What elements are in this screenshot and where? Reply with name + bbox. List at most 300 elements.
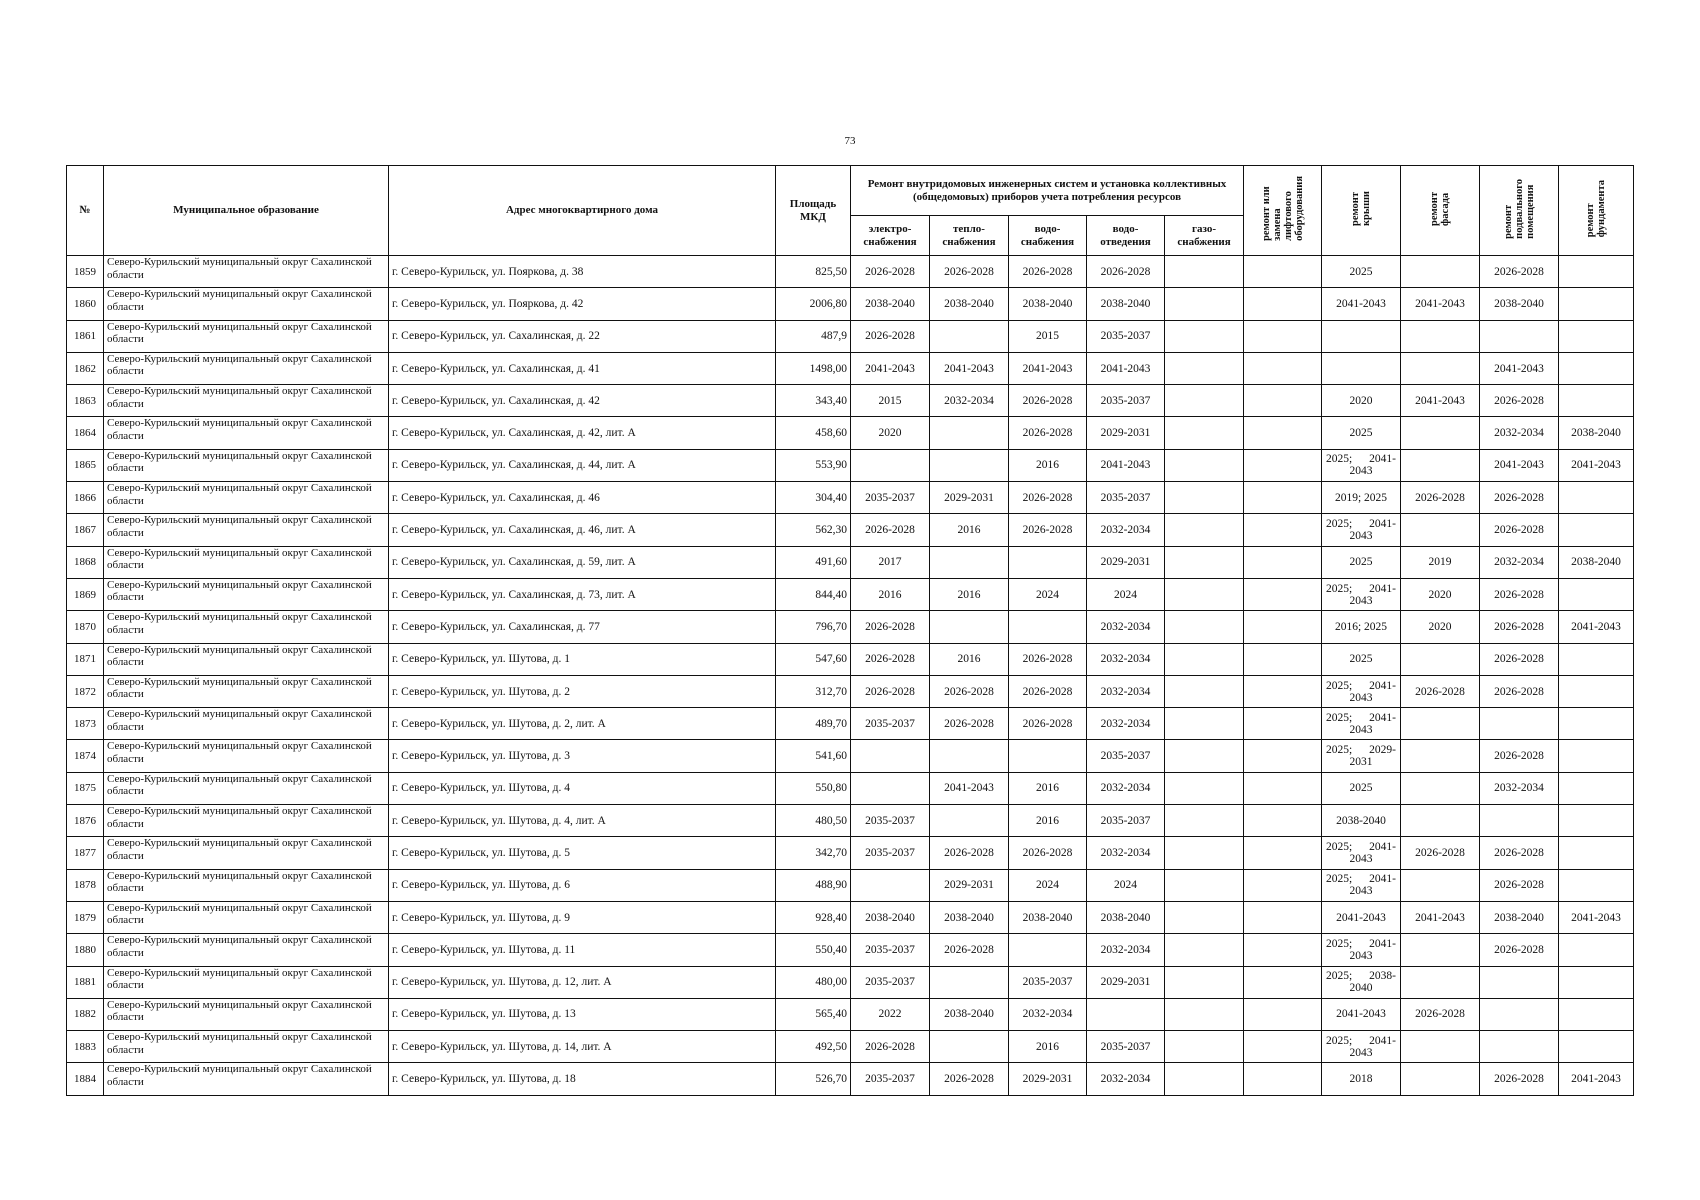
cell-address: г. Северо-Курильск, ул. Шутова, д. 3 <box>389 740 776 772</box>
cell-municipality: Северо-Курильский муниципальный округ Сахалинской области <box>104 998 389 1030</box>
cell-elevator <box>1244 708 1322 740</box>
cell-electric: 2035-2037 <box>851 837 930 869</box>
table-row <box>67 966 1634 998</box>
cell-electric: 2026-2028 <box>851 514 930 546</box>
cell-municipality: Северо-Курильский муниципальный округ Сахалинской области <box>104 482 389 514</box>
cell-foundation <box>1559 1031 1634 1063</box>
cell-address: г. Северо-Курильск, ул. Пояркова, д. 38 <box>389 256 776 288</box>
cell-area: 312,70 <box>776 675 851 707</box>
cell-foundation <box>1559 256 1634 288</box>
cell-facade <box>1401 320 1480 352</box>
col-facade-header: ремонт фасада <box>1401 166 1480 256</box>
cell-electric: 2026-2028 <box>851 675 930 707</box>
cell-foundation: 2041-2043 <box>1559 449 1634 481</box>
cell-elevator <box>1244 385 1322 417</box>
cell-facade: 2041-2043 <box>1401 288 1480 320</box>
table-row <box>67 417 1634 449</box>
cell-heat <box>930 449 1009 481</box>
table-row <box>67 1031 1634 1063</box>
cell-area: 491,60 <box>776 546 851 578</box>
cell-address: г. Северо-Курильск, ул. Шутова, д. 2 <box>389 675 776 707</box>
cell-area: 928,40 <box>776 901 851 933</box>
cell-gas <box>1165 1063 1244 1095</box>
cell-area: 487,9 <box>776 320 851 352</box>
sub-sewer-header: водо-отведения <box>1087 216 1165 256</box>
cell-gas <box>1165 934 1244 966</box>
cell-sewer: 2035-2037 <box>1087 740 1165 772</box>
cell-basement: 2026-2028 <box>1480 869 1559 901</box>
cell-sewer: 2032-2034 <box>1087 514 1165 546</box>
cell-heat <box>930 740 1009 772</box>
capital-repair-table <box>66 165 1634 1096</box>
cell-basement: 2038-2040 <box>1480 901 1559 933</box>
cell-sewer: 2041-2043 <box>1087 352 1165 384</box>
cell-area: 480,00 <box>776 966 851 998</box>
cell-foundation <box>1559 352 1634 384</box>
cell-foundation <box>1559 514 1634 546</box>
cell-facade: 2020 <box>1401 611 1480 643</box>
cell-water: 2024 <box>1009 578 1087 610</box>
col-roof-header: ремонт крыши <box>1322 166 1401 256</box>
cell-elevator <box>1244 740 1322 772</box>
cell-address: г. Северо-Курильск, ул. Сахалинская, д. 44, лит. А <box>389 449 776 481</box>
cell-basement: 2032-2034 <box>1480 546 1559 578</box>
cell-sewer: 2024 <box>1087 578 1165 610</box>
cell-sewer <box>1087 998 1165 1030</box>
cell-roof: 2041-2043 <box>1322 901 1401 933</box>
cell-electric: 2035-2037 <box>851 966 930 998</box>
cell-municipality: Северо-Курильский муниципальный округ Сахалинской области <box>104 675 389 707</box>
cell-municipality: Северо-Курильский муниципальный округ Сахалинской области <box>104 417 389 449</box>
cell-num: 1883 <box>67 1031 104 1063</box>
cell-sewer: 2032-2034 <box>1087 772 1165 804</box>
cell-municipality: Северо-Курильский муниципальный округ Сахалинской области <box>104 352 389 384</box>
cell-elevator <box>1244 320 1322 352</box>
cell-area: 541,60 <box>776 740 851 772</box>
cell-num: 1877 <box>67 837 104 869</box>
cell-elevator <box>1244 611 1322 643</box>
col-foundation-header: ремонт фундамента <box>1559 166 1634 256</box>
cell-heat: 2026-2028 <box>930 1063 1009 1095</box>
cell-water: 2026-2028 <box>1009 417 1087 449</box>
cell-roof: 2041-2043 <box>1322 998 1401 1030</box>
cell-water: 2026-2028 <box>1009 643 1087 675</box>
cell-area: 526,70 <box>776 1063 851 1095</box>
cell-area: 489,70 <box>776 708 851 740</box>
cell-elevator <box>1244 288 1322 320</box>
cell-basement: 2041-2043 <box>1480 449 1559 481</box>
cell-sewer: 2026-2028 <box>1087 256 1165 288</box>
cell-address: г. Северо-Курильск, ул. Шутова, д. 14, лит. А <box>389 1031 776 1063</box>
cell-address: г. Северо-Курильск, ул. Шутова, д. 13 <box>389 998 776 1030</box>
cell-foundation <box>1559 998 1634 1030</box>
cell-address: г. Северо-Курильск, ул. Пояркова, д. 42 <box>389 288 776 320</box>
cell-elevator <box>1244 417 1322 449</box>
cell-roof: 2025; 2029-2031 <box>1322 740 1401 772</box>
cell-municipality: Северо-Курильский муниципальный округ Сахалинской области <box>104 805 389 837</box>
cell-gas <box>1165 578 1244 610</box>
table-row <box>67 998 1634 1030</box>
cell-water: 2015 <box>1009 320 1087 352</box>
cell-num: 1879 <box>67 901 104 933</box>
cell-electric: 2038-2040 <box>851 901 930 933</box>
cell-water: 2024 <box>1009 869 1087 901</box>
engineering-systems-group-header: Ремонт внутридомовых инженерных систем и установка коллективных (общедомовых) приборов учета потребления ресурсов <box>851 166 1244 216</box>
cell-facade <box>1401 417 1480 449</box>
cell-municipality: Северо-Курильский муниципальный округ Сахалинской области <box>104 546 389 578</box>
col-area-header: Площадь МКД <box>776 166 851 256</box>
cell-basement: 2026-2028 <box>1480 256 1559 288</box>
cell-roof: 2025; 2038-2040 <box>1322 966 1401 998</box>
cell-municipality: Северо-Курильский муниципальный округ Сахалинской области <box>104 772 389 804</box>
cell-area: 342,70 <box>776 837 851 869</box>
cell-area: 1498,00 <box>776 352 851 384</box>
cell-area: 492,50 <box>776 1031 851 1063</box>
cell-roof: 2025; 2041-2043 <box>1322 708 1401 740</box>
cell-electric: 2035-2037 <box>851 708 930 740</box>
cell-facade <box>1401 256 1480 288</box>
cell-foundation <box>1559 837 1634 869</box>
cell-facade <box>1401 708 1480 740</box>
cell-foundation <box>1559 805 1634 837</box>
cell-foundation <box>1559 869 1634 901</box>
cell-roof: 2016; 2025 <box>1322 611 1401 643</box>
cell-heat: 2026-2028 <box>930 837 1009 869</box>
cell-area: 844,40 <box>776 578 851 610</box>
cell-foundation <box>1559 740 1634 772</box>
cell-foundation <box>1559 934 1634 966</box>
cell-sewer: 2032-2034 <box>1087 1063 1165 1095</box>
cell-gas <box>1165 482 1244 514</box>
cell-address: г. Северо-Курильск, ул. Шутова, д. 11 <box>389 934 776 966</box>
cell-address: г. Северо-Курильск, ул. Сахалинская, д. 42 <box>389 385 776 417</box>
table-row <box>67 934 1634 966</box>
cell-municipality: Северо-Курильский муниципальный округ Сахалинской области <box>104 708 389 740</box>
cell-water: 2041-2043 <box>1009 352 1087 384</box>
cell-elevator <box>1244 643 1322 675</box>
cell-num: 1872 <box>67 675 104 707</box>
cell-foundation: 2038-2040 <box>1559 417 1634 449</box>
cell-basement <box>1480 708 1559 740</box>
cell-electric: 2035-2037 <box>851 482 930 514</box>
cell-gas <box>1165 256 1244 288</box>
cell-heat: 2029-2031 <box>930 869 1009 901</box>
cell-elevator <box>1244 998 1322 1030</box>
cell-electric: 2035-2037 <box>851 805 930 837</box>
cell-roof: 2038-2040 <box>1322 805 1401 837</box>
cell-water: 2016 <box>1009 805 1087 837</box>
cell-heat: 2026-2028 <box>930 934 1009 966</box>
cell-area: 458,60 <box>776 417 851 449</box>
cell-gas <box>1165 772 1244 804</box>
cell-heat <box>930 805 1009 837</box>
cell-heat: 2016 <box>930 578 1009 610</box>
col-municipality-header: Муниципальное образование <box>104 166 389 256</box>
cell-water: 2026-2028 <box>1009 837 1087 869</box>
cell-foundation <box>1559 320 1634 352</box>
cell-gas <box>1165 352 1244 384</box>
cell-facade: 2020 <box>1401 578 1480 610</box>
cell-address: г. Северо-Курильск, ул. Сахалинская, д. 22 <box>389 320 776 352</box>
cell-water <box>1009 934 1087 966</box>
cell-num: 1865 <box>67 449 104 481</box>
cell-sewer: 2032-2034 <box>1087 934 1165 966</box>
cell-municipality: Северо-Курильский муниципальный округ Сахалинской области <box>104 837 389 869</box>
cell-num: 1882 <box>67 998 104 1030</box>
cell-area: 343,40 <box>776 385 851 417</box>
cell-electric: 2035-2037 <box>851 934 930 966</box>
cell-basement: 2026-2028 <box>1480 578 1559 610</box>
cell-basement: 2026-2028 <box>1480 611 1559 643</box>
cell-address: г. Северо-Курильск, ул. Шутова, д. 18 <box>389 1063 776 1095</box>
cell-basement <box>1480 805 1559 837</box>
cell-sewer: 2029-2031 <box>1087 966 1165 998</box>
cell-heat: 2016 <box>930 514 1009 546</box>
cell-basement: 2026-2028 <box>1480 514 1559 546</box>
cell-foundation: 2041-2043 <box>1559 611 1634 643</box>
cell-electric: 2017 <box>851 546 930 578</box>
cell-foundation <box>1559 708 1634 740</box>
cell-roof <box>1322 352 1401 384</box>
cell-sewer: 2029-2031 <box>1087 546 1165 578</box>
cell-heat: 2032-2034 <box>930 385 1009 417</box>
cell-area: 2006,80 <box>776 288 851 320</box>
cell-facade <box>1401 934 1480 966</box>
cell-elevator <box>1244 837 1322 869</box>
cell-foundation <box>1559 288 1634 320</box>
cell-heat <box>930 546 1009 578</box>
cell-water <box>1009 740 1087 772</box>
cell-address: г. Северо-Курильск, ул. Шутова, д. 5 <box>389 837 776 869</box>
cell-foundation: 2041-2043 <box>1559 901 1634 933</box>
cell-address: г. Северо-Курильск, ул. Шутова, д. 4 <box>389 772 776 804</box>
cell-roof: 2025 <box>1322 772 1401 804</box>
cell-elevator <box>1244 514 1322 546</box>
table-row <box>67 643 1634 675</box>
cell-facade: 2026-2028 <box>1401 675 1480 707</box>
table-row <box>67 772 1634 804</box>
cell-electric: 2015 <box>851 385 930 417</box>
cell-heat: 2016 <box>930 643 1009 675</box>
cell-roof: 2025; 2041-2043 <box>1322 449 1401 481</box>
cell-basement: 2038-2040 <box>1480 288 1559 320</box>
cell-heat: 2038-2040 <box>930 288 1009 320</box>
col-num-header: № <box>67 166 104 256</box>
cell-roof <box>1322 320 1401 352</box>
cell-area: 553,90 <box>776 449 851 481</box>
cell-facade <box>1401 772 1480 804</box>
cell-address: г. Северо-Курильск, ул. Шутова, д. 9 <box>389 901 776 933</box>
cell-sewer: 2035-2037 <box>1087 385 1165 417</box>
cell-address: г. Северо-Курильск, ул. Сахалинская, д. 59, лит. А <box>389 546 776 578</box>
cell-foundation <box>1559 966 1634 998</box>
cell-gas <box>1165 901 1244 933</box>
cell-water: 2026-2028 <box>1009 482 1087 514</box>
cell-gas <box>1165 675 1244 707</box>
cell-gas <box>1165 1031 1244 1063</box>
cell-roof: 2025; 2041-2043 <box>1322 934 1401 966</box>
cell-roof: 2025; 2041-2043 <box>1322 869 1401 901</box>
cell-sewer: 2032-2034 <box>1087 611 1165 643</box>
cell-gas <box>1165 805 1244 837</box>
cell-municipality: Северо-Курильский муниципальный округ Сахалинской области <box>104 869 389 901</box>
cell-heat <box>930 320 1009 352</box>
cell-gas <box>1165 998 1244 1030</box>
cell-water: 2026-2028 <box>1009 256 1087 288</box>
cell-municipality: Северо-Курильский муниципальный округ Сахалинской области <box>104 449 389 481</box>
cell-basement: 2026-2028 <box>1480 482 1559 514</box>
cell-municipality: Северо-Курильский муниципальный округ Сахалинской области <box>104 256 389 288</box>
cell-elevator <box>1244 901 1322 933</box>
cell-sewer: 2038-2040 <box>1087 288 1165 320</box>
cell-address: г. Северо-Курильск, ул. Сахалинская, д. 46, лит. А <box>389 514 776 546</box>
cell-address: г. Северо-Курильск, ул. Шутова, д. 6 <box>389 869 776 901</box>
cell-heat: 2041-2043 <box>930 772 1009 804</box>
cell-municipality: Северо-Курильский муниципальный округ Сахалинской области <box>104 320 389 352</box>
table-body <box>67 256 1634 1096</box>
cell-address: г. Северо-Курильск, ул. Сахалинская, д. 41 <box>389 352 776 384</box>
cell-roof: 2025 <box>1322 417 1401 449</box>
cell-water: 2026-2028 <box>1009 708 1087 740</box>
cell-area: 550,40 <box>776 934 851 966</box>
table-row <box>67 320 1634 352</box>
cell-water: 2026-2028 <box>1009 385 1087 417</box>
table-row <box>67 514 1634 546</box>
cell-basement <box>1480 1031 1559 1063</box>
cell-sewer: 2029-2031 <box>1087 417 1165 449</box>
cell-municipality: Северо-Курильский муниципальный округ Сахалинской области <box>104 578 389 610</box>
cell-address: г. Северо-Курильск, ул. Шутова, д. 1 <box>389 643 776 675</box>
cell-municipality: Северо-Курильский муниципальный округ Сахалинской области <box>104 514 389 546</box>
cell-gas <box>1165 869 1244 901</box>
cell-area: 550,80 <box>776 772 851 804</box>
cell-num: 1864 <box>67 417 104 449</box>
cell-water: 2029-2031 <box>1009 1063 1087 1095</box>
cell-municipality: Северо-Курильский муниципальный округ Сахалинской области <box>104 966 389 998</box>
cell-num: 1859 <box>67 256 104 288</box>
cell-heat: 2026-2028 <box>930 256 1009 288</box>
cell-address: г. Северо-Курильск, ул. Сахалинская, д. 42, лит. А <box>389 417 776 449</box>
cell-basement <box>1480 998 1559 1030</box>
cell-elevator <box>1244 352 1322 384</box>
cell-roof: 2041-2043 <box>1322 288 1401 320</box>
cell-elevator <box>1244 1031 1322 1063</box>
cell-gas <box>1165 837 1244 869</box>
cell-elevator <box>1244 578 1322 610</box>
cell-roof: 2025; 2041-2043 <box>1322 837 1401 869</box>
cell-basement <box>1480 320 1559 352</box>
cell-sewer: 2035-2037 <box>1087 805 1165 837</box>
cell-foundation <box>1559 675 1634 707</box>
cell-electric <box>851 869 930 901</box>
cell-facade: 2041-2043 <box>1401 901 1480 933</box>
cell-heat: 2029-2031 <box>930 482 1009 514</box>
cell-num: 1876 <box>67 805 104 837</box>
cell-electric: 2026-2028 <box>851 643 930 675</box>
cell-elevator <box>1244 482 1322 514</box>
table-row <box>67 256 1634 288</box>
cell-sewer: 2035-2037 <box>1087 482 1165 514</box>
cell-basement: 2032-2034 <box>1480 772 1559 804</box>
sub-gas-header: газо-снабжения <box>1165 216 1244 256</box>
cell-heat <box>930 1031 1009 1063</box>
table-row <box>67 1063 1634 1095</box>
cell-elevator <box>1244 546 1322 578</box>
cell-electric: 2035-2037 <box>851 1063 930 1095</box>
cell-water <box>1009 546 1087 578</box>
cell-roof: 2025; 2041-2043 <box>1322 578 1401 610</box>
cell-area: 488,90 <box>776 869 851 901</box>
cell-water: 2026-2028 <box>1009 514 1087 546</box>
cell-gas <box>1165 611 1244 643</box>
cell-sewer: 2035-2037 <box>1087 1031 1165 1063</box>
cell-address: г. Северо-Курильск, ул. Шутова, д. 2, лит. А <box>389 708 776 740</box>
cell-num: 1884 <box>67 1063 104 1095</box>
cell-gas <box>1165 643 1244 675</box>
cell-basement: 2026-2028 <box>1480 934 1559 966</box>
cell-address: г. Северо-Курильск, ул. Шутова, д. 12, лит. А <box>389 966 776 998</box>
cell-sewer: 2032-2034 <box>1087 675 1165 707</box>
cell-gas <box>1165 708 1244 740</box>
table-row <box>67 869 1634 901</box>
cell-num: 1866 <box>67 482 104 514</box>
cell-address: г. Северо-Курильск, ул. Сахалинская, д. 46 <box>389 482 776 514</box>
cell-address: г. Северо-Курильск, ул. Шутова, д. 4, лит. А <box>389 805 776 837</box>
cell-heat <box>930 966 1009 998</box>
cell-electric <box>851 772 930 804</box>
cell-area: 825,50 <box>776 256 851 288</box>
cell-facade <box>1401 805 1480 837</box>
cell-num: 1869 <box>67 578 104 610</box>
table-row <box>67 708 1634 740</box>
cell-facade <box>1401 740 1480 772</box>
cell-roof: 2018 <box>1322 1063 1401 1095</box>
cell-electric: 2026-2028 <box>851 256 930 288</box>
table-row <box>67 675 1634 707</box>
table-row <box>67 449 1634 481</box>
cell-municipality: Северо-Курильский муниципальный округ Сахалинской области <box>104 1063 389 1095</box>
cell-municipality: Северо-Курильский муниципальный округ Сахалинской области <box>104 611 389 643</box>
cell-sewer: 2032-2034 <box>1087 837 1165 869</box>
cell-num: 1867 <box>67 514 104 546</box>
cell-sewer: 2041-2043 <box>1087 449 1165 481</box>
cell-sewer: 2024 <box>1087 869 1165 901</box>
cell-area: 565,40 <box>776 998 851 1030</box>
cell-heat: 2038-2040 <box>930 998 1009 1030</box>
cell-basement: 2041-2043 <box>1480 352 1559 384</box>
cell-num: 1874 <box>67 740 104 772</box>
cell-facade <box>1401 1063 1480 1095</box>
cell-electric: 2026-2028 <box>851 1031 930 1063</box>
cell-num: 1860 <box>67 288 104 320</box>
cell-municipality: Северо-Курильский муниципальный округ Сахалинской области <box>104 1031 389 1063</box>
cell-num: 1875 <box>67 772 104 804</box>
cell-facade: 2026-2028 <box>1401 482 1480 514</box>
cell-gas <box>1165 320 1244 352</box>
cell-water: 2032-2034 <box>1009 998 1087 1030</box>
cell-electric: 2020 <box>851 417 930 449</box>
cell-municipality: Северо-Курильский муниципальный округ Сахалинской области <box>104 288 389 320</box>
cell-num: 1870 <box>67 611 104 643</box>
cell-gas <box>1165 449 1244 481</box>
cell-roof: 2020 <box>1322 385 1401 417</box>
cell-address: г. Северо-Курильск, ул. Сахалинская, д. 73, лит. А <box>389 578 776 610</box>
cell-facade: 2026-2028 <box>1401 837 1480 869</box>
cell-num: 1868 <box>67 546 104 578</box>
cell-gas <box>1165 740 1244 772</box>
cell-num: 1873 <box>67 708 104 740</box>
cell-basement: 2032-2034 <box>1480 417 1559 449</box>
